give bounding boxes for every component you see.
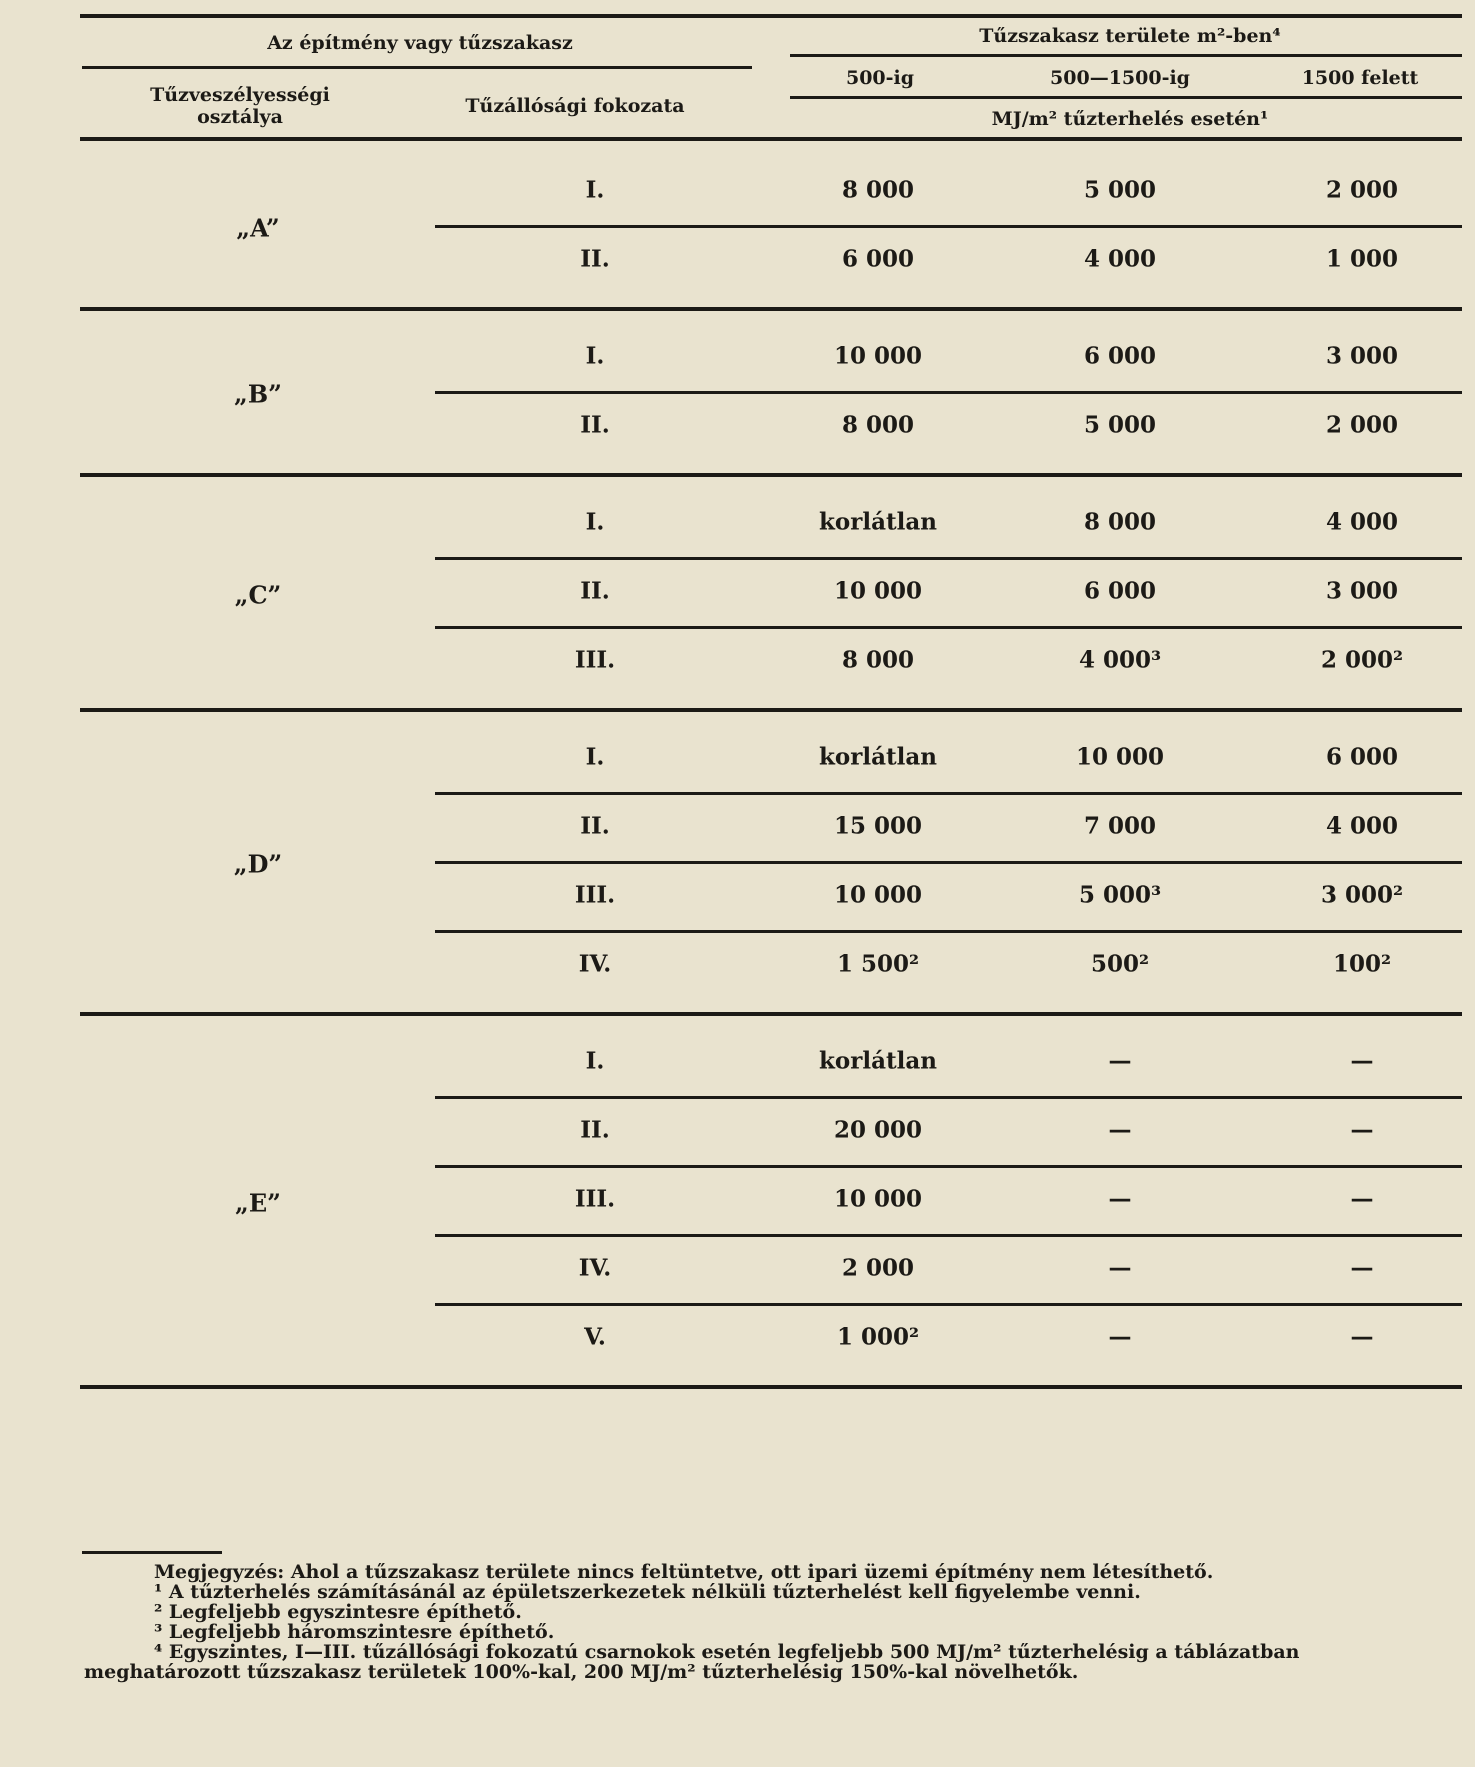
area-value-cell: 1 500² (836, 950, 920, 977)
area-value-cell: 3 000 (1325, 577, 1399, 604)
area-value-cell: — (1108, 1185, 1132, 1212)
header-fire-load: MJ/m² tűzterhelés esetén¹ (991, 108, 1269, 130)
area-value-cell: 4 000 (1083, 245, 1157, 272)
header-area-col-2: 500—1500-ig (1050, 67, 1190, 89)
notes-block (84, 1562, 1444, 1682)
group-divider-rule (80, 473, 1462, 477)
fire-resistance-grade-cell: II. (580, 577, 610, 604)
fire-resistance-grade-cell: III. (574, 646, 616, 673)
area-value-cell: korlátlan (818, 1047, 938, 1074)
area-value-cell: — (1108, 1323, 1132, 1350)
row-divider-rule (435, 792, 1462, 795)
top-rule (80, 14, 1462, 18)
hazard-class-label: „A” (236, 213, 280, 243)
header-hazard-class-line1: Tűzveszélyességi (150, 84, 330, 106)
area-value-cell: 5 000 (1083, 411, 1157, 438)
notes-separator-rule (82, 1551, 222, 1554)
area-value-cell: 3 000² (1320, 881, 1404, 908)
area-value-cell: 2 000² (1320, 646, 1404, 673)
area-value-cell: 2 000 (841, 1254, 915, 1281)
row-divider-rule (435, 1303, 1462, 1306)
area-value-cell: — (1108, 1116, 1132, 1143)
area-value-cell: 10 000 (833, 577, 923, 604)
area-value-cell: 2 000 (1325, 411, 1399, 438)
header-area-title: Tűzszakasz területe m²-ben⁴ (979, 25, 1281, 47)
area-value-cell: 500² (1090, 950, 1150, 977)
area-value-cell: 1 000² (836, 1323, 920, 1350)
area-value-cell: 5 000³ (1078, 881, 1162, 908)
area-value-cell: 15 000 (833, 812, 923, 839)
fire-resistance-grade-cell: I. (585, 1047, 605, 1074)
fire-resistance-grade-cell: II. (580, 812, 610, 839)
area-value-cell: 6 000 (841, 245, 915, 272)
area-value-cell: 4 000³ (1078, 646, 1162, 673)
fire-resistance-grade-cell: I. (585, 743, 605, 770)
area-value-cell: 6 000 (1083, 577, 1157, 604)
area-value-cell: 100² (1332, 950, 1392, 977)
area-value-cell: 10 000 (1075, 743, 1165, 770)
area-value-cell: — (1350, 1254, 1374, 1281)
area-value-cell: — (1108, 1047, 1132, 1074)
fire-resistance-grade-cell: IV. (578, 950, 612, 977)
header-rule-left (82, 66, 752, 69)
area-value-cell: — (1350, 1047, 1374, 1074)
row-divider-rule (435, 557, 1462, 560)
area-value-cell: 4 000 (1325, 812, 1399, 839)
row-divider-rule (435, 225, 1462, 228)
hazard-class-label: „C” (234, 580, 282, 609)
area-value-cell: korlátlan (818, 508, 938, 535)
area-value-cell: — (1350, 1185, 1374, 1212)
area-value-cell: 10 000 (833, 1185, 923, 1212)
header-rule-area (790, 54, 1462, 57)
fire-resistance-grade-cell: III. (574, 881, 616, 908)
area-value-cell: 8 000 (841, 411, 915, 438)
group-divider-rule (80, 1012, 1462, 1016)
fire-resistance-grade-cell: III. (574, 1185, 616, 1212)
hazard-class-label: „B” (234, 379, 282, 409)
row-divider-rule (435, 626, 1462, 629)
header-building-or-section: Az építmény vagy tűzszakasz (267, 32, 573, 54)
area-value-cell: — (1350, 1323, 1374, 1350)
area-value-cell: 8 000 (841, 646, 915, 673)
area-value-cell: korlátlan (818, 743, 938, 770)
area-value-cell: 6 000 (1083, 342, 1157, 369)
group-divider-rule (80, 307, 1462, 311)
row-divider-rule (435, 1234, 1462, 1237)
footnote-2: ² Legfeljebb egyszintesre építhető. (154, 1601, 522, 1623)
header-area-col-3: 1500 felett (1301, 67, 1419, 89)
fire-resistance-grade-cell: II. (580, 245, 610, 272)
area-value-cell: 8 000 (1083, 508, 1157, 535)
row-divider-rule (435, 1096, 1462, 1099)
fire-resistance-grade-cell: I. (585, 508, 605, 535)
footnote-3: ³ Legfeljebb háromszintesre építhető. (154, 1621, 555, 1643)
area-value-cell: 6 000 (1325, 743, 1399, 770)
footnote-4-continued: meghatározott tűzszakasz területek 100%-kal, 200 MJ/m² tűzterhelésig 150%-kal növelhetők. (84, 1661, 1079, 1683)
area-value-cell: 7 000 (1083, 812, 1157, 839)
header-bottom-rule (80, 137, 1462, 141)
group-divider-rule (80, 708, 1462, 712)
area-value-cell: — (1350, 1116, 1374, 1143)
row-divider-rule (435, 391, 1462, 394)
area-value-cell: 10 000 (833, 342, 923, 369)
fire-resistance-grade-cell: I. (585, 176, 605, 203)
area-value-cell: 2 000 (1325, 176, 1399, 203)
area-value-cell: 4 000 (1325, 508, 1399, 535)
area-value-cell: 10 000 (833, 881, 923, 908)
note-remark: Megjegyzés: Ahol a tűzszakasz területe nincs feltüntetve, ott ipari üzemi építmény nem létesíthető. (154, 1561, 1214, 1583)
header-area-col-1: 500-ig (845, 67, 915, 89)
header-rule-fireload (790, 96, 1462, 99)
fire-resistance-grade-cell: II. (580, 411, 610, 438)
fire-resistance-grade-cell: IV. (578, 1254, 612, 1281)
row-divider-rule (435, 861, 1462, 864)
area-value-cell: 1 000 (1325, 245, 1399, 272)
fire-resistance-grade-cell: I. (585, 342, 605, 369)
header-hazard-class-line2: osztálya (197, 106, 283, 128)
hazard-class-label: „E” (235, 1188, 281, 1217)
header-hazard-class (100, 84, 380, 128)
row-divider-rule (435, 930, 1462, 933)
area-value-cell: 8 000 (841, 176, 915, 203)
footnote-1: ¹ A tűzterhelés számításánál az épületszerkezetek nélküli tűzterhelést kell figyelembe venni. (154, 1581, 1141, 1603)
group-divider-rule (80, 1385, 1462, 1389)
hazard-class-label: „D” (233, 849, 283, 879)
area-value-cell: 20 000 (833, 1116, 923, 1143)
row-divider-rule (435, 1165, 1462, 1168)
footnote-4: ⁴ Egyszintes, I—III. tűzállósági fokozatú csarnokok esetén legfeljebb 500 MJ/m² tűzterhelésig a táblázatban (154, 1641, 1300, 1663)
fire-resistance-grade-cell: II. (580, 1116, 610, 1143)
header-fire-resistance-grade: Tűzállósági fokozata (465, 95, 685, 117)
area-value-cell: — (1108, 1254, 1132, 1281)
fire-resistance-grade-cell: V. (584, 1323, 606, 1350)
area-value-cell: 5 000 (1083, 176, 1157, 203)
area-value-cell: 3 000 (1325, 342, 1399, 369)
